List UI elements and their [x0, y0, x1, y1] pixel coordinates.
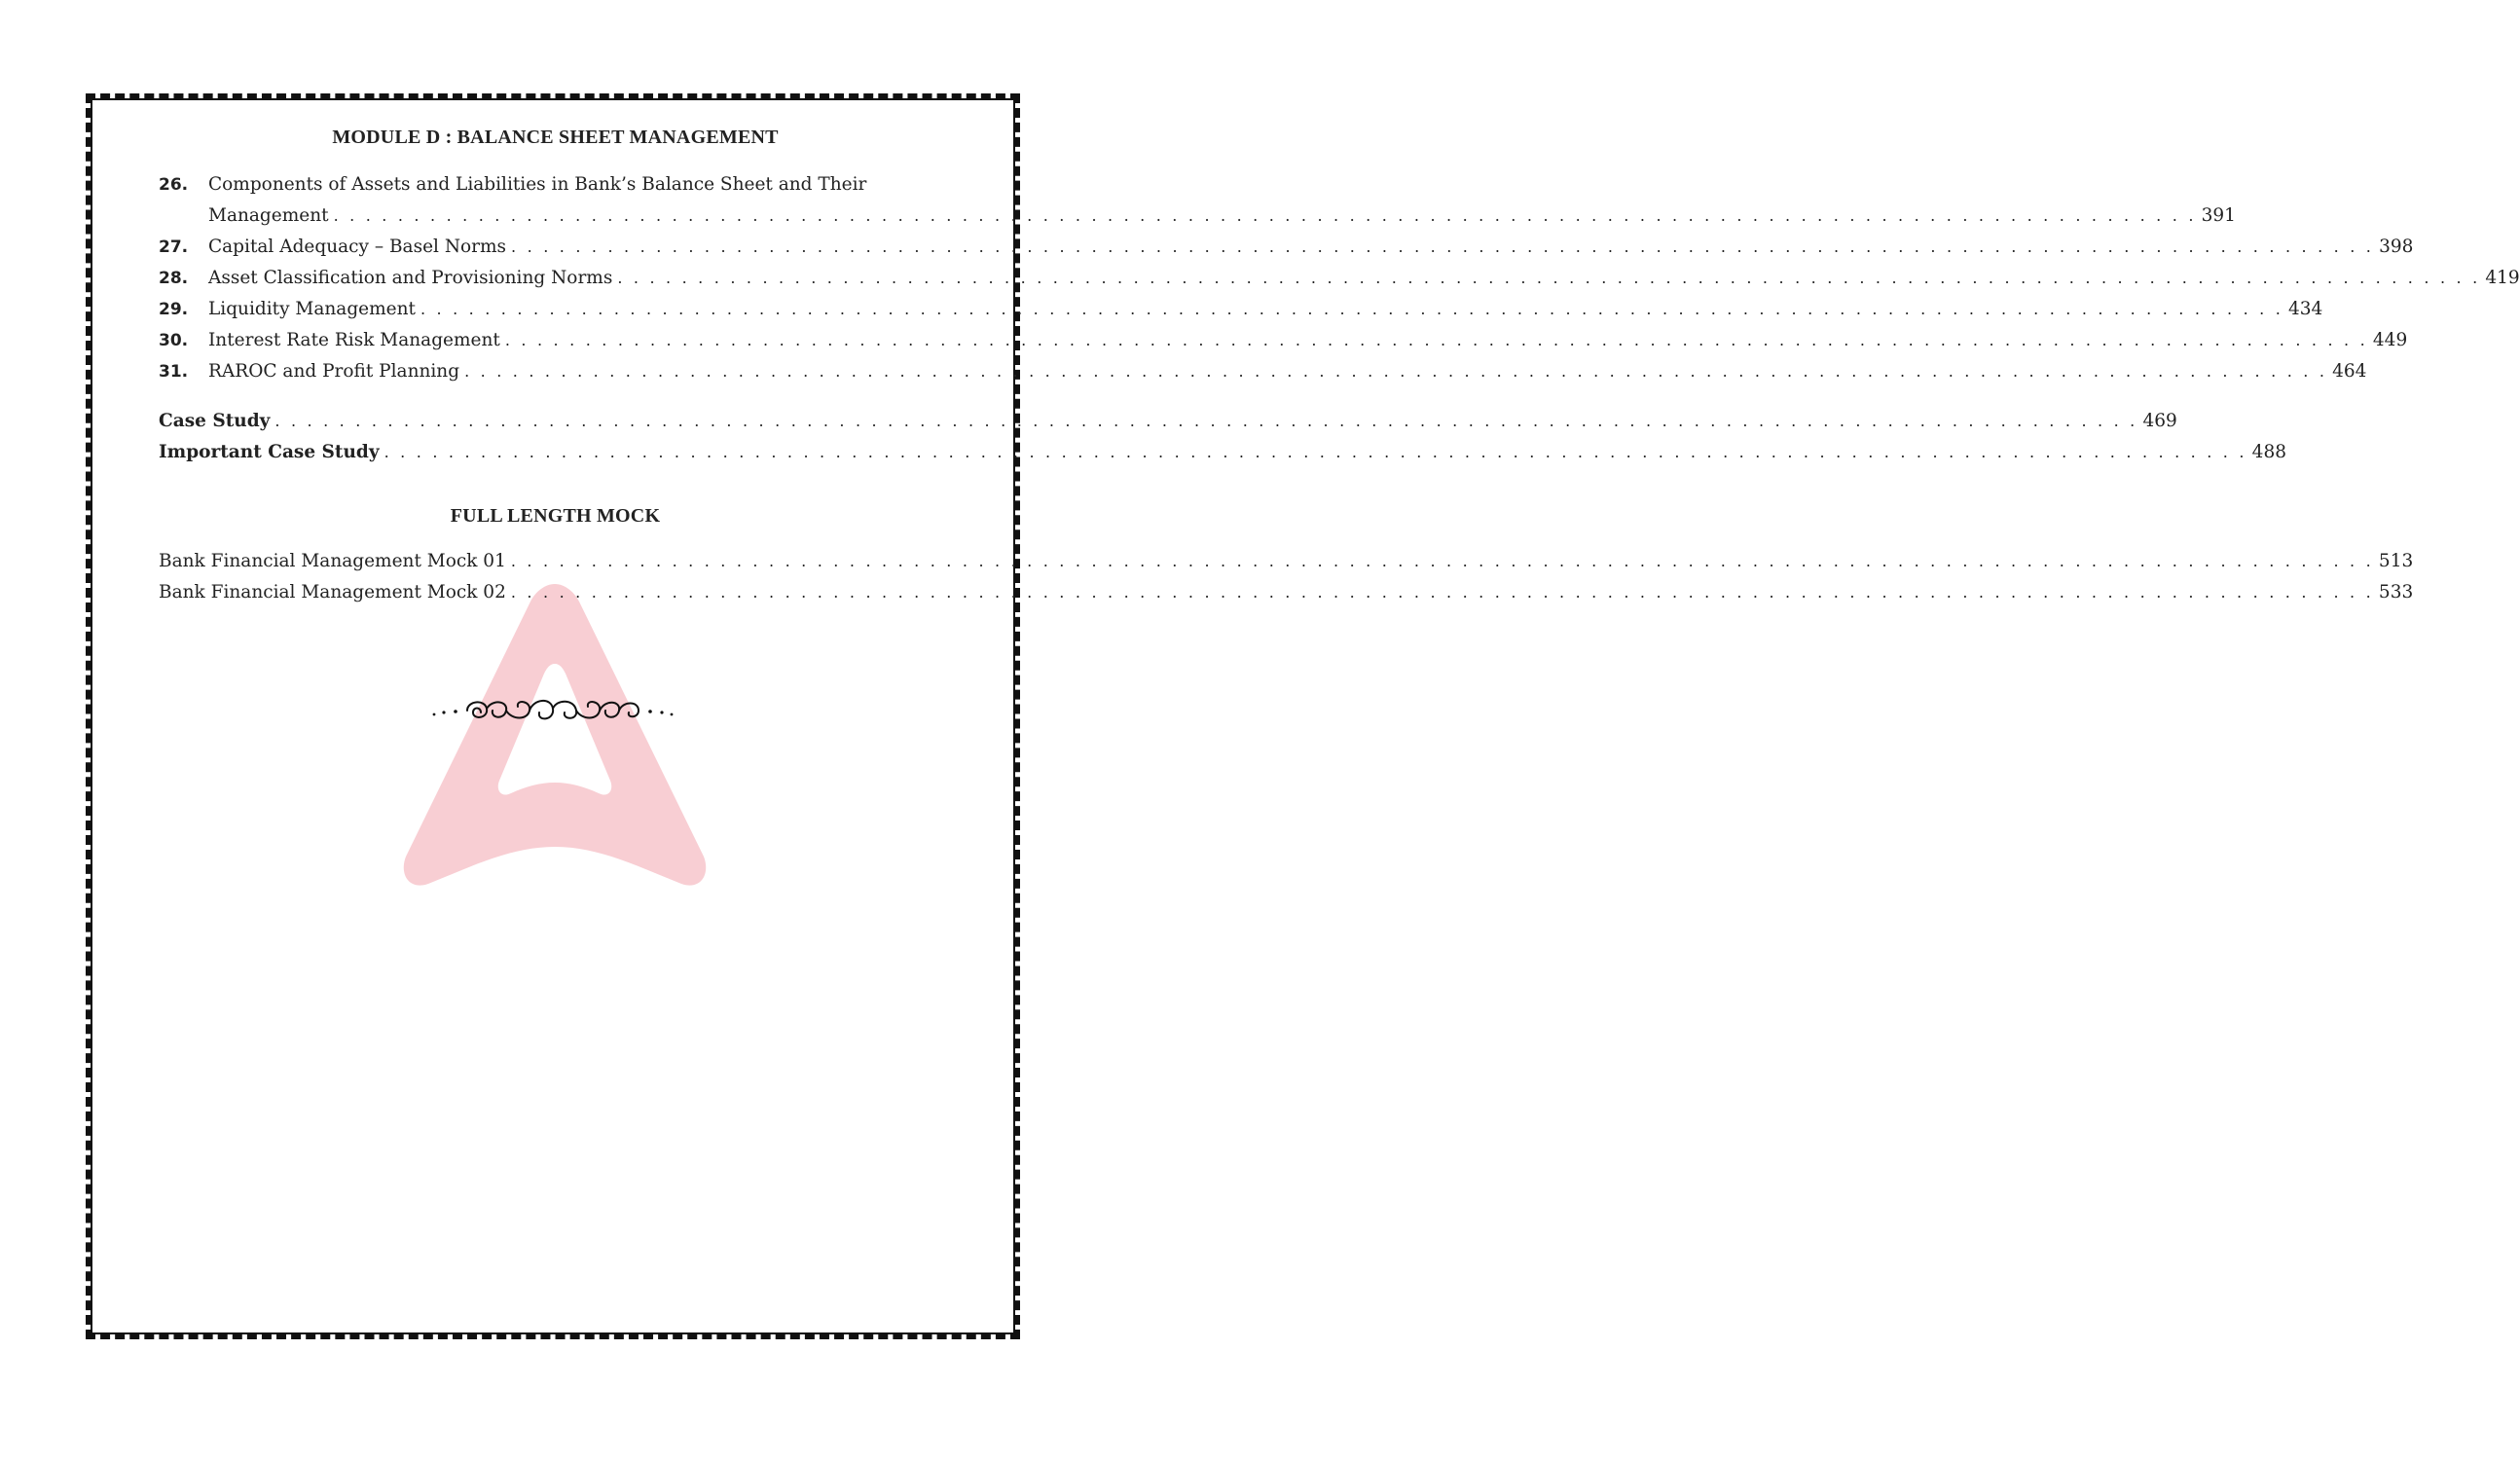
toc-leader-dots: . . . . . . . . . . . . . . . . . . . . . . . . . . . . . . . . . . . . . . . . . . . . . . . . . . . . . . . . . . . . . . . . . . . . . . . . . . . . . . . . . . . . . . . . . . . . . . . . . . . . . . . . . . . . . . . . . . . . [510, 552, 2374, 570]
toc-entry-26[interactable] [159, 169, 952, 201]
toc-page-number: 398 [2379, 237, 2414, 257]
toc-leader-dots: . . . . . . . . . . . . . . . . . . . . . . . . . . . . . . . . . . . . . . . . . . . . . . . . . . . . . . . . . . . . . . . . . . . . . . . . . . . . . . . . . . . . . . . . . . . . . . . . . . . . . . . . . . . . . . . . . . . . [510, 583, 2374, 602]
toc-page-number: 449 [2372, 330, 2408, 350]
toc-entry-mock-01[interactable] [159, 546, 2414, 577]
toc-number: 30. [159, 331, 189, 350]
toc-title: Bank Financial Management Mock 02 [159, 582, 506, 602]
toc-number: 29. [159, 300, 189, 319]
toc-page-number: 391 [2201, 205, 2236, 226]
toc-title: Case Study [159, 411, 271, 431]
toc-number: 27. [159, 237, 189, 257]
toc-page-number: 464 [2332, 361, 2367, 382]
toc-page-number: 434 [2288, 299, 2323, 319]
toc-leader-dots: . . . . . . . . . . . . . . . . . . . . . . . . . . . . . . . . . . . . . . . . . . . . . . . . . . . . . . . . . . . . . . . . . . . . . . . . . . . . . . . . . . . . . . . . . . . . . . . . . . . . . . . . . . . . . . . . . . . . [511, 237, 2375, 256]
toc-page-number: 513 [2378, 551, 2414, 571]
toc-title: Components of Assets and Liabilities in Bank’s Balance Sheet and Their [208, 174, 867, 195]
toc-number: 26. [159, 175, 189, 195]
toc-page-number: 533 [2378, 582, 2414, 602]
toc-title: Asset Classification and Provisioning Norms [208, 268, 613, 288]
toc-page-number: 488 [2251, 442, 2286, 462]
toc-entry-30[interactable] [159, 325, 2408, 356]
toc-leader-dots: . . . . . . . . . . . . . . . . . . . . . . . . . . . . . . . . . . . . . . . . . . . . . . . . . . . . . . . . . . . . . . . . . . . . . . . . . . . . . . . . . . . . . . . . . . . . . . . . . . . . . . . . . . . . . . . . . . . . [383, 443, 2247, 461]
toc-leader-dots: . . . . . . . . . . . . . . . . . . . . . . . . . . . . . . . . . . . . . . . . . . . . . . . . . . . . . . . . . . . . . . . . . . . . . . . . . . . . . . . . . . . . . . . . . . . . . . . . . . . . . . . . . . . . . . . . . . . . [420, 300, 2284, 318]
toc-title: Interest Rate Risk Management [208, 330, 500, 350]
toc-entry-26-continued[interactable] [208, 201, 2236, 232]
toc-page-number: 469 [2142, 411, 2177, 431]
decorative-divider-flourish-icon [428, 693, 677, 728]
toc-entry-31[interactable] [159, 356, 2367, 387]
toc-entry-28[interactable] [159, 263, 2520, 294]
toc-title: Bank Financial Management Mock 01 [159, 551, 506, 571]
toc-leader-dots: . . . . . . . . . . . . . . . . . . . . . . . . . . . . . . . . . . . . . . . . . . . . . . . . . . . . . . . . . . . . . . . . . . . . . . . . . . . . . . . . . . . . . . . . . . . . . . . . . . . . . . . . . . . . . . . . . . . . [464, 362, 2328, 381]
toc-entry-29[interactable] [159, 294, 2323, 325]
toc-title: Important Case Study [159, 442, 380, 462]
toc-entry-important-case-study[interactable] [159, 437, 2286, 468]
toc-entry-27[interactable] [159, 232, 2414, 263]
toc-leader-dots: . . . . . . . . . . . . . . . . . . . . . . . . . . . . . . . . . . . . . . . . . . . . . . . . . . . . . . . . . . . . . . . . . . . . . . . . . . . . . . . . . . . . . . . . . . . . . . . . . . . . . . . . . . . . . . . . . . . . [504, 331, 2368, 349]
toc-leader-dots: . . . . . . . . . . . . . . . . . . . . . . . . . . . . . . . . . . . . . . . . . . . . . . . . . . . . . . . . . . . . . . . . . . . . . . . . . . . . . . . . . . . . . . . . . . . . . . . . . . . . . . . . . . . . . . . . . . . . [274, 412, 2138, 430]
a-logo-watermark-icon [394, 584, 715, 895]
mock-heading: FULL LENGTH MOCK [450, 505, 661, 527]
toc-title: Management [208, 205, 329, 226]
table-of-contents [159, 123, 2520, 608]
toc-title: Liquidity Management [208, 299, 416, 319]
toc-page-number: 419 [2485, 268, 2520, 288]
toc-leader-dots: . . . . . . . . . . . . . . . . . . . . . . . . . . . . . . . . . . . . . . . . . . . . . . . . . . . . . . . . . . . . . . . . . . . . . . . . . . . . . . . . . . . . . . . . . . . . . . . . . . . . . . . . . . . . . . . . . . . . [617, 269, 2481, 287]
toc-title: Capital Adequacy – Basel Norms [208, 237, 507, 257]
toc-leader-dots: . . . . . . . . . . . . . . . . . . . . . . . . . . . . . . . . . . . . . . . . . . . . . . . . . . . . . . . . . . . . . . . . . . . . . . . . . . . . . . . . . . . . . . . . . . . . . . . . . . . . . . . . . . . . . . . . . . . . [333, 206, 2197, 225]
module-heading: MODULE D : BALANCE SHEET MANAGEMENT [332, 127, 779, 148]
toc-title: RAROC and Profit Planning [208, 361, 460, 382]
toc-entry-mock-02[interactable] [159, 577, 2414, 608]
toc-number: 28. [159, 269, 189, 288]
toc-number: 31. [159, 362, 189, 382]
toc-entry-case-study[interactable] [159, 406, 2177, 437]
